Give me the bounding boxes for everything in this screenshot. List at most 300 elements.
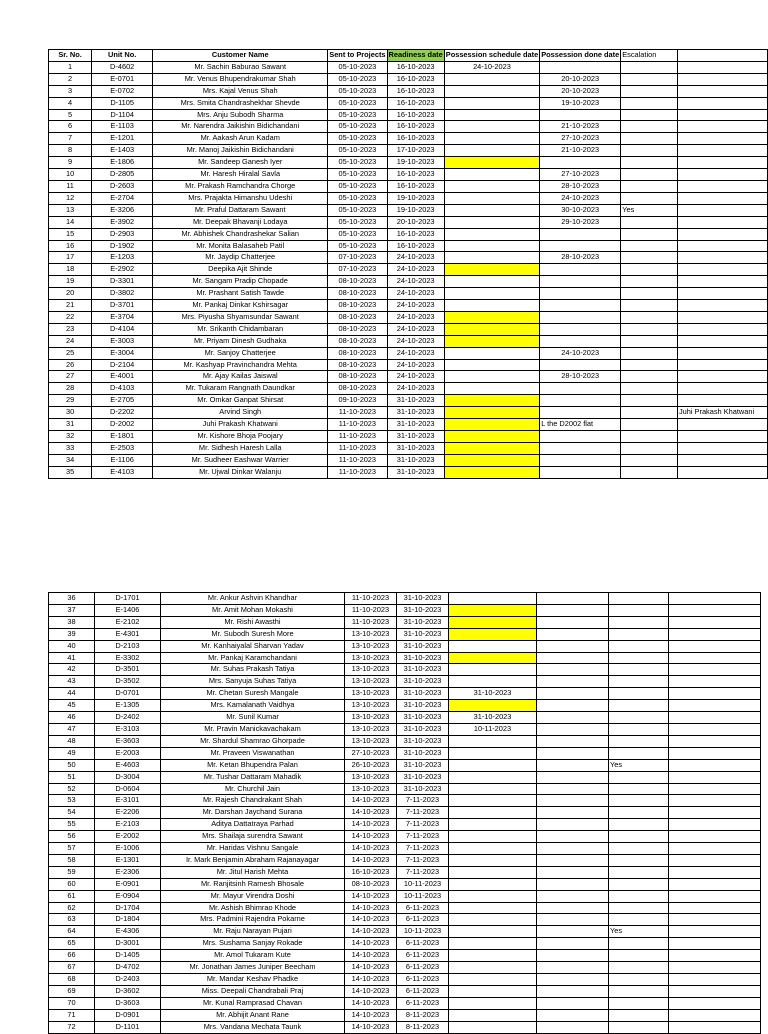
cell-note xyxy=(669,854,761,866)
cell-sent-to-projects: 14-10-2023 xyxy=(345,902,397,914)
cell-sr-no: 14 xyxy=(49,216,92,228)
cell-possession-done-date xyxy=(537,854,609,866)
cell-note xyxy=(677,204,767,216)
cell-note xyxy=(677,347,767,359)
cell-readiness-date: 24-10-2023 xyxy=(387,371,444,383)
cell-unit-no: D-1902 xyxy=(92,240,153,252)
cell-possession-schedule-date xyxy=(444,300,539,312)
cell-sent-to-projects: 11-10-2023 xyxy=(345,593,397,605)
cell-sr-no: 66 xyxy=(49,950,95,962)
cell-escalation: Yes xyxy=(621,204,678,216)
cell-customer-name: Mr. Sandeep Ganesh Iyer xyxy=(153,157,328,169)
cell-note xyxy=(677,109,767,121)
cell-sr-no: 48 xyxy=(49,735,95,747)
cell-unit-no: E-1106 xyxy=(92,454,153,466)
cell-readiness-date: 7-11-2023 xyxy=(397,807,449,819)
cell-sent-to-projects: 14-10-2023 xyxy=(345,985,397,997)
table-row xyxy=(49,735,761,747)
header-unit-no: Unit No. xyxy=(92,50,153,62)
cell-possession-done-date xyxy=(537,771,609,783)
cell-customer-name: Mrs. Sanyuja Suhas Tatiya xyxy=(161,676,345,688)
table-row xyxy=(49,890,761,902)
cell-possession-done-date xyxy=(537,652,609,664)
cell-sent-to-projects: 08-10-2023 xyxy=(328,335,387,347)
cell-customer-name: Mr. Abhishek Chandrashekar Salian xyxy=(153,228,328,240)
cell-readiness-date: 31-10-2023 xyxy=(397,771,449,783)
cell-possession-schedule-date xyxy=(444,431,539,443)
table-row xyxy=(49,688,761,700)
table-row xyxy=(49,61,768,73)
table-row xyxy=(49,854,761,866)
cell-customer-name: Mr. Jitul Harish Mehta xyxy=(161,866,345,878)
cell-sr-no: 4 xyxy=(49,97,92,109)
cell-sent-to-projects: 11-10-2023 xyxy=(328,466,387,478)
cell-escalation xyxy=(621,276,678,288)
header-customer-name: Customer Name xyxy=(153,50,328,62)
cell-customer-name: Mr. Manoj Jaikishin Bidichandani xyxy=(153,145,328,157)
cell-unit-no: D-2805 xyxy=(92,169,153,181)
cell-possession-done-date: 19-10-2023 xyxy=(540,97,621,109)
cell-sr-no: 5 xyxy=(49,109,92,121)
table-row xyxy=(49,878,761,890)
cell-readiness-date: 31-10-2023 xyxy=(387,454,444,466)
cell-customer-name: Mr. Deepak Bhavanji Lodaya xyxy=(153,216,328,228)
cell-note xyxy=(669,878,761,890)
cell-possession-schedule-date xyxy=(449,747,537,759)
cell-possession-schedule-date xyxy=(444,228,539,240)
cell-customer-name: Mr. Abhijit Anant Rane xyxy=(161,1009,345,1021)
cell-note xyxy=(677,454,767,466)
cell-sent-to-projects: 14-10-2023 xyxy=(345,807,397,819)
cell-possession-done-date xyxy=(537,747,609,759)
cell-possession-done-date xyxy=(537,616,609,628)
cell-unit-no: D-4104 xyxy=(92,323,153,335)
cell-possession-done-date xyxy=(540,61,621,73)
cell-sent-to-projects: 09-10-2023 xyxy=(328,395,387,407)
cell-sent-to-projects: 08-10-2023 xyxy=(328,323,387,335)
cell-sent-to-projects: 11-10-2023 xyxy=(345,616,397,628)
cell-possession-done-date xyxy=(537,843,609,855)
cell-escalation xyxy=(609,831,669,843)
cell-unit-no: E-1006 xyxy=(95,843,161,855)
cell-sent-to-projects: 08-10-2023 xyxy=(328,311,387,323)
cell-sent-to-projects: 05-10-2023 xyxy=(328,169,387,181)
cell-customer-name: Mr. Pankaj Karamchandani xyxy=(161,652,345,664)
table-row xyxy=(49,593,761,605)
cell-readiness-date: 31-10-2023 xyxy=(397,652,449,664)
cell-possession-done-date xyxy=(540,240,621,252)
header-possession-schedule-date: Possession schedule date xyxy=(444,50,539,62)
cell-possession-schedule-date xyxy=(449,854,537,866)
cell-possession-schedule-date xyxy=(444,204,539,216)
cell-note xyxy=(669,902,761,914)
cell-sr-no: 19 xyxy=(49,276,92,288)
cell-readiness-date: 19-10-2023 xyxy=(387,157,444,169)
table-row xyxy=(49,252,768,264)
cell-escalation xyxy=(609,1021,669,1033)
table-row xyxy=(49,843,761,855)
cell-sent-to-projects: 05-10-2023 xyxy=(328,157,387,169)
cell-unit-no: E-3302 xyxy=(95,652,161,664)
cell-unit-no: D-3802 xyxy=(92,288,153,300)
cell-note xyxy=(677,228,767,240)
cell-readiness-date: 31-10-2023 xyxy=(397,593,449,605)
cell-customer-name: Mr. Tukaram Rangnath Daundkar xyxy=(153,383,328,395)
cell-unit-no: E-3902 xyxy=(92,216,153,228)
cell-note xyxy=(677,288,767,300)
cell-unit-no: E-1403 xyxy=(92,145,153,157)
cell-possession-done-date xyxy=(540,454,621,466)
cell-sent-to-projects: 13-10-2023 xyxy=(345,712,397,724)
cell-readiness-date: 16-10-2023 xyxy=(387,121,444,133)
cell-customer-name: Miss. Deepali Chandrabali Praj xyxy=(161,985,345,997)
table-row xyxy=(49,73,768,85)
cell-possession-schedule-date xyxy=(449,759,537,771)
cell-note xyxy=(669,688,761,700)
table-row xyxy=(49,1021,761,1033)
cell-escalation xyxy=(609,676,669,688)
cell-escalation xyxy=(621,323,678,335)
cell-readiness-date: 31-10-2023 xyxy=(397,735,449,747)
cell-possession-done-date xyxy=(537,985,609,997)
cell-escalation: Yes xyxy=(609,759,669,771)
cell-sr-no: 9 xyxy=(49,157,92,169)
cell-readiness-date: 6-11-2023 xyxy=(397,914,449,926)
cell-sent-to-projects: 13-10-2023 xyxy=(345,723,397,735)
cell-escalation xyxy=(621,431,678,443)
table-row xyxy=(49,914,761,926)
table-row xyxy=(49,228,768,240)
cell-customer-name: Mr. Jonathan James Juniper Beecham xyxy=(161,962,345,974)
cell-sent-to-projects: 14-10-2023 xyxy=(345,950,397,962)
cell-note xyxy=(677,276,767,288)
table-row xyxy=(49,604,761,616)
cell-possession-done-date xyxy=(537,914,609,926)
cell-escalation xyxy=(609,938,669,950)
cell-sent-to-projects: 11-10-2023 xyxy=(328,431,387,443)
cell-escalation xyxy=(621,61,678,73)
cell-sent-to-projects: 13-10-2023 xyxy=(345,735,397,747)
cell-readiness-date: 31-10-2023 xyxy=(397,664,449,676)
cell-sent-to-projects: 14-10-2023 xyxy=(345,854,397,866)
cell-possession-done-date xyxy=(537,819,609,831)
cell-sr-no: 62 xyxy=(49,902,95,914)
cell-escalation xyxy=(609,950,669,962)
cell-possession-schedule-date xyxy=(449,783,537,795)
cell-note xyxy=(669,997,761,1009)
cell-possession-done-date xyxy=(537,795,609,807)
cell-unit-no: E-1406 xyxy=(95,604,161,616)
cell-sr-no: 1 xyxy=(49,61,92,73)
cell-possession-done-date xyxy=(537,593,609,605)
cell-customer-name: Mr. Omkar Ganpat Shirsat xyxy=(153,395,328,407)
table-body-top xyxy=(49,61,768,478)
cell-readiness-date: 31-10-2023 xyxy=(397,616,449,628)
cell-possession-schedule-date xyxy=(444,359,539,371)
cell-sent-to-projects: 05-10-2023 xyxy=(328,192,387,204)
cell-escalation xyxy=(609,604,669,616)
cell-unit-no: E-3101 xyxy=(95,795,161,807)
cell-customer-name: Mr. Kanhaiyalal Sharvan Yadav xyxy=(161,640,345,652)
cell-readiness-date: 31-10-2023 xyxy=(397,759,449,771)
table-row xyxy=(49,335,768,347)
cell-possession-done-date xyxy=(537,700,609,712)
header-possession-done-date: Possession done date xyxy=(540,50,621,62)
cell-escalation xyxy=(609,866,669,878)
table-row xyxy=(49,347,768,359)
cell-note xyxy=(669,890,761,902)
table-row xyxy=(49,997,761,1009)
cell-possession-done-date xyxy=(540,311,621,323)
cell-sent-to-projects: 05-10-2023 xyxy=(328,145,387,157)
cell-sr-no: 59 xyxy=(49,866,95,878)
cell-customer-name: Mr. Haresh Hiralal Savla xyxy=(153,169,328,181)
cell-note xyxy=(669,676,761,688)
cell-unit-no: D-3301 xyxy=(92,276,153,288)
cell-escalation xyxy=(621,157,678,169)
cell-possession-schedule-date xyxy=(444,252,539,264)
cell-unit-no: D-1105 xyxy=(92,97,153,109)
cell-unit-no: D-2103 xyxy=(95,640,161,652)
cell-possession-schedule-date xyxy=(444,311,539,323)
cell-unit-no: D-2202 xyxy=(92,407,153,419)
cell-sr-no: 3 xyxy=(49,85,92,97)
cell-unit-no: E-4603 xyxy=(95,759,161,771)
table-row xyxy=(49,902,761,914)
cell-sent-to-projects: 05-10-2023 xyxy=(328,180,387,192)
cell-sr-no: 46 xyxy=(49,712,95,724)
cell-customer-name: Arvind Singh xyxy=(153,407,328,419)
cell-sr-no: 71 xyxy=(49,1009,95,1021)
cell-unit-no: E-2306 xyxy=(95,866,161,878)
table-row xyxy=(49,759,761,771)
cell-sr-no: 26 xyxy=(49,359,92,371)
cell-sr-no: 28 xyxy=(49,383,92,395)
cell-escalation xyxy=(609,664,669,676)
cell-customer-name: Mr. Priyam Dinesh Gudhaka xyxy=(153,335,328,347)
cell-note xyxy=(669,616,761,628)
cell-unit-no: D-3004 xyxy=(95,771,161,783)
cell-note xyxy=(677,61,767,73)
table-row xyxy=(49,216,768,228)
cell-sent-to-projects: 08-10-2023 xyxy=(328,347,387,359)
table-row xyxy=(49,640,761,652)
cell-sent-to-projects: 13-10-2023 xyxy=(345,664,397,676)
cell-escalation xyxy=(621,347,678,359)
table-row xyxy=(49,157,768,169)
cell-readiness-date: 20-10-2023 xyxy=(387,216,444,228)
cell-sr-no: 60 xyxy=(49,878,95,890)
cell-sent-to-projects: 08-10-2023 xyxy=(345,878,397,890)
cell-readiness-date: 31-10-2023 xyxy=(387,395,444,407)
cell-sr-no: 25 xyxy=(49,347,92,359)
cell-note: Juhi Prakash Khatwani xyxy=(677,407,767,419)
cell-customer-name: Mr. Narendra Jaikishin Bidichandani xyxy=(153,121,328,133)
cell-note xyxy=(677,192,767,204)
cell-possession-done-date xyxy=(537,878,609,890)
cell-unit-no: D-3502 xyxy=(95,676,161,688)
cell-possession-done-date xyxy=(540,442,621,454)
table-row xyxy=(49,454,768,466)
table-row xyxy=(49,431,768,443)
cell-possession-done-date xyxy=(540,157,621,169)
cell-readiness-date: 24-10-2023 xyxy=(387,335,444,347)
cell-possession-done-date xyxy=(540,228,621,240)
cell-customer-name: Aditya Dattatraya Parhad xyxy=(161,819,345,831)
cell-possession-done-date xyxy=(537,926,609,938)
cell-customer-name: Mr. Tushar Dattaram Mahadik xyxy=(161,771,345,783)
cell-customer-name: Mrs. Piyusha Shyamsundar Sawant xyxy=(153,311,328,323)
cell-customer-name: Mr. Kishore Bhoja Poojary xyxy=(153,431,328,443)
cell-sr-no: 69 xyxy=(49,985,95,997)
cell-escalation xyxy=(609,914,669,926)
cell-unit-no: D-4602 xyxy=(92,61,153,73)
cell-possession-schedule-date xyxy=(449,926,537,938)
cell-possession-schedule-date xyxy=(449,1021,537,1033)
cell-customer-name: Mrs. Sushama Sanjay Rokade xyxy=(161,938,345,950)
cell-possession-done-date: 28-10-2023 xyxy=(540,252,621,264)
cell-possession-schedule-date: 31-10-2023 xyxy=(449,688,537,700)
cell-escalation xyxy=(621,252,678,264)
cell-readiness-date: 7-11-2023 xyxy=(397,795,449,807)
cell-sr-no: 54 xyxy=(49,807,95,819)
cell-escalation xyxy=(621,264,678,276)
header-blank xyxy=(677,50,767,62)
cell-escalation xyxy=(609,628,669,640)
cell-note xyxy=(677,145,767,157)
cell-customer-name: Mr. Kunal Ramprasad Chavan xyxy=(161,997,345,1009)
cell-escalation xyxy=(609,902,669,914)
cell-escalation xyxy=(609,997,669,1009)
cell-customer-name: Mr. Prakash Ramchandra Chorge xyxy=(153,180,328,192)
cell-sr-no: 47 xyxy=(49,723,95,735)
table-row xyxy=(49,109,768,121)
cell-sr-no: 63 xyxy=(49,914,95,926)
cell-sr-no: 27 xyxy=(49,371,92,383)
cell-readiness-date: 8-11-2023 xyxy=(397,1021,449,1033)
cell-sr-no: 49 xyxy=(49,747,95,759)
cell-note xyxy=(677,395,767,407)
cell-readiness-date: 10-11-2023 xyxy=(397,878,449,890)
cell-unit-no: E-3003 xyxy=(92,335,153,347)
cell-sent-to-projects: 11-10-2023 xyxy=(345,604,397,616)
cell-possession-done-date xyxy=(540,335,621,347)
cell-customer-name: Mr. Ranjitsinh Ramesh Bhosale xyxy=(161,878,345,890)
cell-customer-name: Juhi Prakash Khatwani xyxy=(153,419,328,431)
cell-customer-name: Mr. Pankaj Dinkar Kshirsagar xyxy=(153,300,328,312)
cell-unit-no: E-2705 xyxy=(92,395,153,407)
cell-customer-name: Mrs. Vandana Mechata Taunk xyxy=(161,1021,345,1033)
cell-possession-done-date: 28-10-2023 xyxy=(540,371,621,383)
cell-sent-to-projects: 11-10-2023 xyxy=(328,419,387,431)
cell-possession-done-date xyxy=(537,950,609,962)
cell-unit-no: E-1201 xyxy=(92,133,153,145)
cell-possession-schedule-date xyxy=(444,145,539,157)
cell-escalation xyxy=(609,807,669,819)
cell-readiness-date: 16-10-2023 xyxy=(387,240,444,252)
cell-possession-done-date: 21-10-2023 xyxy=(540,121,621,133)
cell-unit-no: E-2704 xyxy=(92,192,153,204)
cell-customer-name: Mr. Amit Mohan Mokashi xyxy=(161,604,345,616)
cell-possession-schedule-date xyxy=(449,866,537,878)
cell-escalation xyxy=(609,652,669,664)
cell-possession-schedule-date xyxy=(444,216,539,228)
cell-readiness-date: 31-10-2023 xyxy=(387,442,444,454)
cell-readiness-date: 7-11-2023 xyxy=(397,831,449,843)
cell-readiness-date: 24-10-2023 xyxy=(387,252,444,264)
cell-customer-name: Mrs. Smita Chandrashekhar Shevde xyxy=(153,97,328,109)
table-row xyxy=(49,807,761,819)
cell-readiness-date: 24-10-2023 xyxy=(387,311,444,323)
cell-escalation xyxy=(621,383,678,395)
cell-possession-schedule-date xyxy=(449,902,537,914)
cell-unit-no: D-2903 xyxy=(92,228,153,240)
cell-unit-no: E-1806 xyxy=(92,157,153,169)
cell-sent-to-projects: 14-10-2023 xyxy=(345,831,397,843)
table-row xyxy=(49,652,761,664)
cell-unit-no: D-1701 xyxy=(95,593,161,605)
cell-sr-no: 30 xyxy=(49,407,92,419)
header-sent-to-projects: Sent to Projects xyxy=(328,50,387,62)
table-row xyxy=(49,962,761,974)
cell-readiness-date: 6-11-2023 xyxy=(397,974,449,986)
cell-customer-name: Mr. Praveen Viswanathan xyxy=(161,747,345,759)
cell-possession-schedule-date xyxy=(444,395,539,407)
table-row xyxy=(49,616,761,628)
cell-sr-no: 58 xyxy=(49,854,95,866)
table-row xyxy=(49,466,768,478)
cell-readiness-date: 16-10-2023 xyxy=(387,169,444,181)
cell-sent-to-projects: 13-10-2023 xyxy=(345,771,397,783)
cell-unit-no: D-1101 xyxy=(95,1021,161,1033)
cell-possession-schedule-date xyxy=(444,407,539,419)
cell-possession-schedule-date xyxy=(449,604,537,616)
cell-readiness-date: 19-10-2023 xyxy=(387,192,444,204)
table-row xyxy=(49,85,768,97)
header-row xyxy=(49,50,768,62)
table-row xyxy=(49,359,768,371)
cell-sent-to-projects: 14-10-2023 xyxy=(345,1009,397,1021)
cell-unit-no: E-2902 xyxy=(92,264,153,276)
cell-possession-schedule-date xyxy=(449,974,537,986)
cell-escalation xyxy=(621,288,678,300)
cell-sent-to-projects: 14-10-2023 xyxy=(345,926,397,938)
cell-readiness-date: 24-10-2023 xyxy=(387,359,444,371)
cell-possession-schedule-date xyxy=(449,640,537,652)
cell-possession-schedule-date xyxy=(449,700,537,712)
table-row xyxy=(49,771,761,783)
cell-note xyxy=(677,371,767,383)
cell-sent-to-projects: 14-10-2023 xyxy=(345,997,397,1009)
cell-possession-done-date: 27-10-2023 xyxy=(540,133,621,145)
cell-sent-to-projects: 08-10-2023 xyxy=(328,383,387,395)
cell-sent-to-projects: 05-10-2023 xyxy=(328,61,387,73)
table-row xyxy=(49,395,768,407)
cell-unit-no: D-2104 xyxy=(92,359,153,371)
cell-note xyxy=(669,664,761,676)
cell-sr-no: 11 xyxy=(49,180,92,192)
cell-readiness-date: 24-10-2023 xyxy=(387,347,444,359)
cell-sr-no: 45 xyxy=(49,700,95,712)
cell-sent-to-projects: 08-10-2023 xyxy=(328,300,387,312)
cell-customer-name: Mr. Haridas Vishnu Sangale xyxy=(161,843,345,855)
header-sr-no: Sr. No. xyxy=(49,50,92,62)
cell-possession-schedule-date xyxy=(449,914,537,926)
cell-escalation xyxy=(609,735,669,747)
cell-sent-to-projects: 05-10-2023 xyxy=(328,121,387,133)
cell-possession-done-date xyxy=(540,395,621,407)
cell-possession-done-date xyxy=(540,383,621,395)
